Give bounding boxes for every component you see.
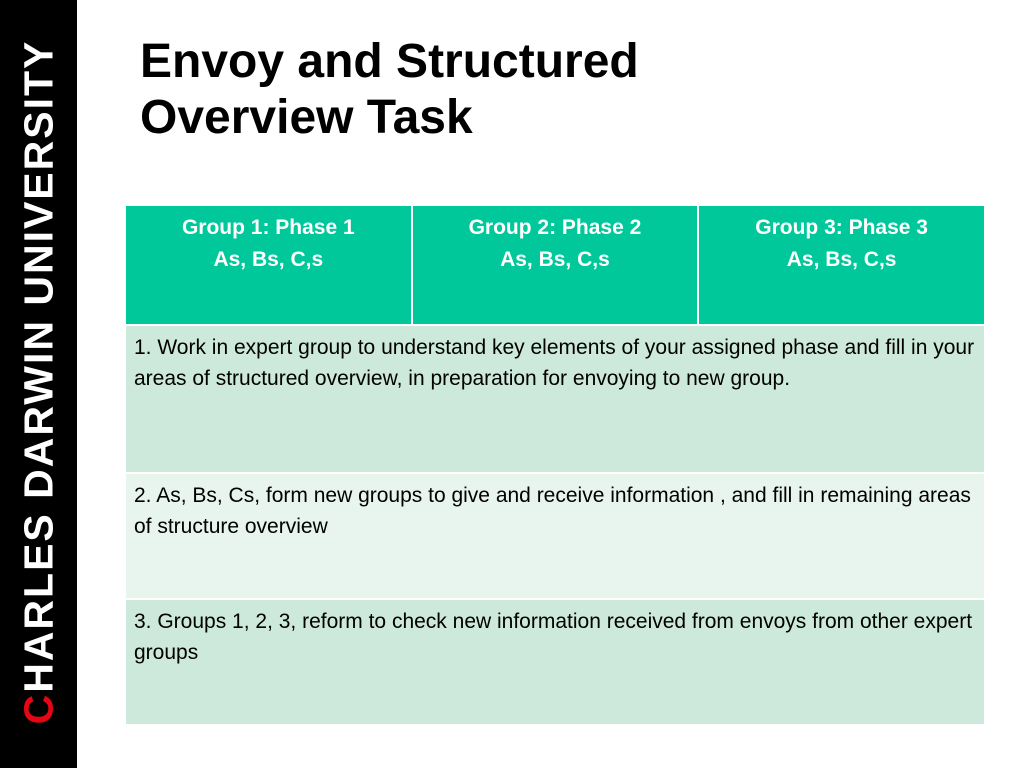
- header-group-3-title: Group 3: Phase 3: [755, 216, 928, 239]
- step-1-cell: 1. Work in expert group to understand key elements of your assigned phase and fill in your areas of structured overview, in preparation for envoying to new group.: [125, 325, 985, 473]
- header-group-2-members: As, Bs, C,s: [500, 248, 610, 271]
- header-group-2-title: Group 2: Phase 2: [468, 216, 642, 239]
- table-row: [125, 599, 985, 725]
- brand-initial: C: [15, 692, 62, 725]
- step-3-cell: 3. Groups 1, 2, 3, reform to check new information received from envoys from other expert groups: [125, 599, 985, 725]
- sidebar: [0, 0, 77, 768]
- brand-name: HARLES DARWIN UNIVERSITY: [15, 39, 62, 693]
- header-group-3-members: As, Bs, C,s: [786, 248, 897, 271]
- table-row: [125, 325, 985, 473]
- slide-title: [140, 34, 639, 146]
- table-row: [125, 473, 985, 599]
- header-group-1-title: Group 1: Phase 1: [181, 216, 355, 239]
- slide-title-line-1: Envoy and Structured: [140, 35, 639, 88]
- header-group-1: [125, 205, 412, 325]
- header-group-3: [698, 205, 985, 325]
- header-group-1-members: As, Bs, C,s: [213, 248, 324, 271]
- step-2-cell: 2. As, Bs, Cs, form new groups to give and receive information , and fill in remaining areas of structure overview: [125, 473, 985, 599]
- slide-title-line-2: Overview Task: [140, 91, 473, 144]
- overview-table: [124, 204, 986, 726]
- table-header-row: [125, 205, 985, 325]
- university-logo-text: [15, 39, 62, 725]
- header-group-2: [412, 205, 699, 325]
